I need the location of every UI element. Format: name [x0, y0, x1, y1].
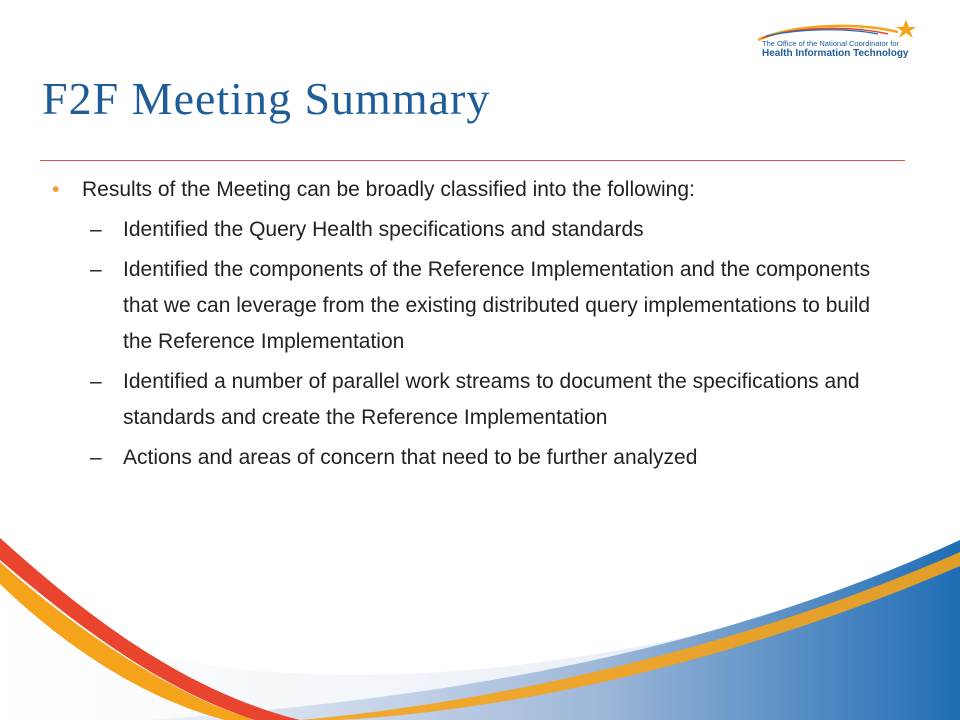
dash-icon: –: [90, 218, 102, 241]
bullet-text: Results of the Meeting can be broadly classified into the following:: [82, 178, 695, 201]
onc-logo: [748, 18, 918, 64]
sub-bullet-text: Identified the components of the Reference Implementation and the components that we can leverage from the existing distributed query implementations to build the Reference Implementation: [123, 258, 871, 353]
logo-text-line1: The Office of the National Coordinator for: [762, 39, 900, 48]
sub-bullet-item: [52, 252, 902, 360]
slide-title: F2F Meeting Summary: [42, 73, 491, 124]
sub-bullet-text: Identified a number of parallel work streams to document the specifications and standards and create the Reference Implementation: [123, 370, 860, 429]
sub-bullet-text: Actions and areas of concern that need to be further analyzed: [123, 446, 698, 469]
dash-icon: –: [90, 446, 102, 469]
sub-bullet-list: [52, 212, 902, 476]
sub-bullet-item: [52, 440, 902, 476]
bullet-item: [52, 172, 902, 208]
sub-bullet-item: [52, 212, 902, 248]
sub-bullet-item: [52, 364, 902, 436]
bullet-dot-icon: •: [52, 178, 60, 201]
slide-body: [52, 172, 902, 476]
dash-icon: –: [90, 370, 102, 393]
logo-text-line2: Health Information Technology: [762, 48, 909, 59]
sub-bullet-text: Identified the Query Health specifications and standards: [123, 218, 644, 241]
dash-icon: –: [90, 258, 102, 281]
title-divider: [40, 160, 905, 161]
